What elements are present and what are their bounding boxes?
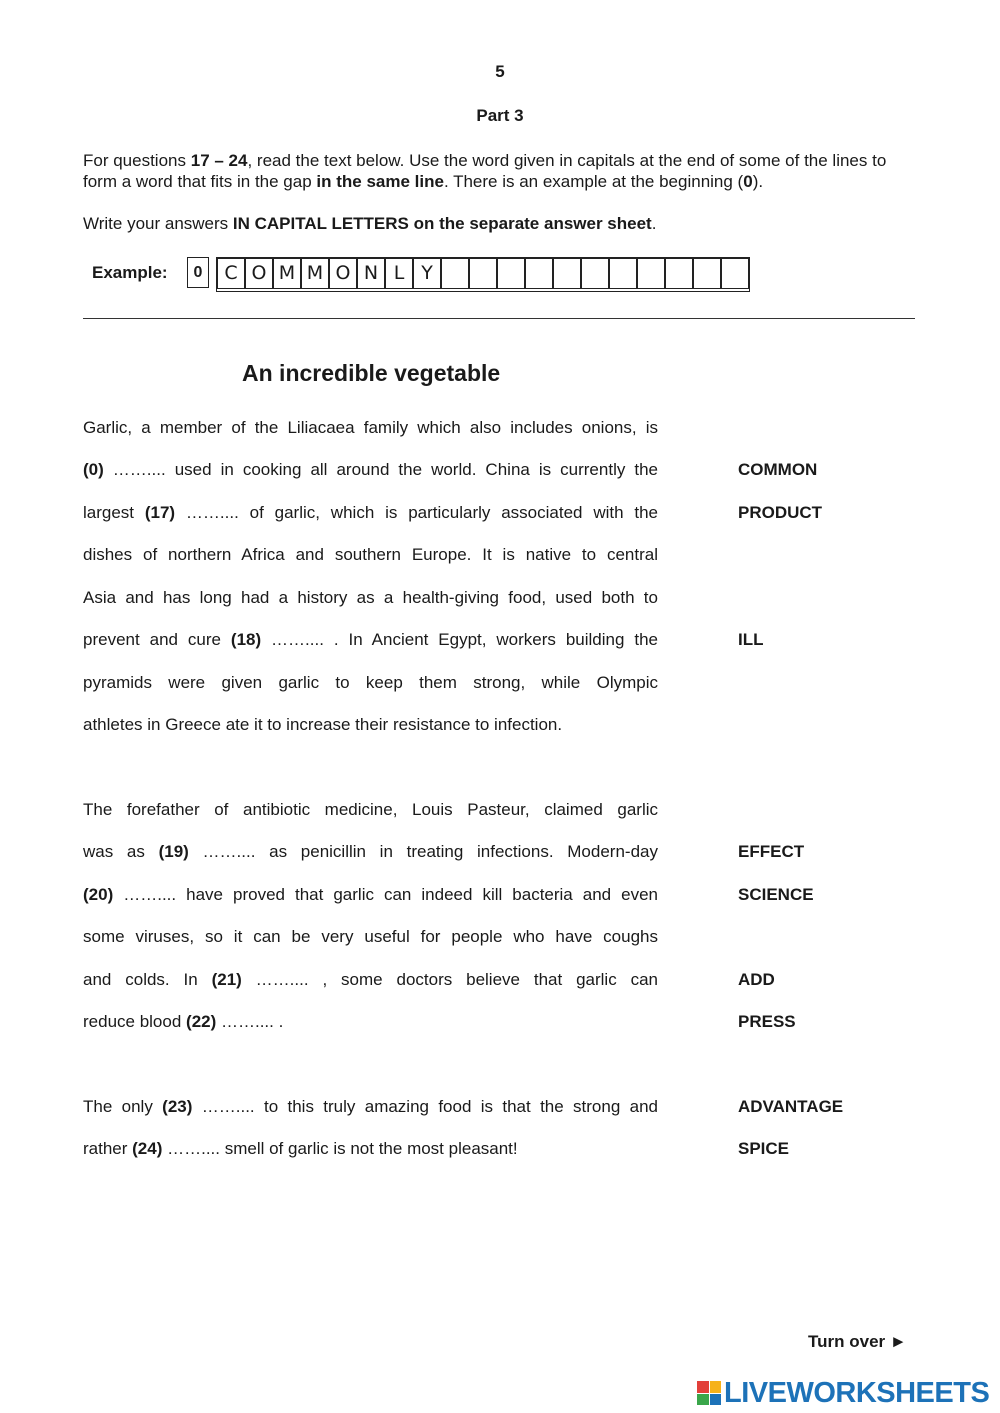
example-letter-box [694, 259, 720, 288]
example-letter-box [638, 259, 664, 288]
keyword-17: PRODUCT [738, 503, 823, 522]
example-letter-box [666, 259, 692, 288]
article-title: An incredible vegetable [242, 360, 501, 386]
keyword-19: EFFECT [738, 842, 805, 861]
keyword-23: ADVANTAGE [738, 1097, 844, 1116]
logo-square [710, 1381, 722, 1393]
logo-square [710, 1394, 722, 1406]
example-letter-box [554, 259, 580, 288]
example-letter-box: C [218, 259, 244, 288]
page-number: 5 [495, 62, 505, 81]
text-line: reduce blood (22) …….... . [83, 1012, 284, 1031]
text-line: (20) …….... have proved that garlic can indeed kill bacteria and even [83, 885, 658, 904]
example-letter-box [498, 259, 524, 288]
text-line: pyramids were given garlic to keep them strong, while Olympic [83, 673, 658, 692]
text-line: Asia and has long had a history as a health-giving food, used both to [83, 588, 658, 607]
text-line: largest (17) …….... of garlic, which is particularly associated with the [83, 503, 659, 522]
logo-text: LIVEWORKSHEETS [724, 1376, 990, 1409]
text-line: (0) …….... used in cooking all around the world. China is currently the [83, 460, 658, 479]
example-letter-box [722, 259, 748, 288]
text-line: dishes of northern Africa and southern Europe. It is native to central [83, 545, 658, 564]
liveworksheets-logo [697, 1378, 989, 1408]
example-letter-box: O [246, 259, 272, 288]
example-letter-box: Y [414, 259, 440, 288]
text-line: and colds. In (21) …….... , some doctors believe that garlic can [83, 970, 658, 989]
example-letter-box: N [358, 259, 384, 288]
turn-over: Turn over ► [808, 1332, 907, 1351]
example-label: Example: [92, 263, 168, 282]
logo-icon [697, 1381, 721, 1405]
text-line: The only (23) …….... to this truly amazing food is that the strong and [83, 1097, 658, 1116]
keyword-22: PRESS [738, 1012, 796, 1031]
keyword-24: SPICE [738, 1139, 790, 1158]
text-line: Garlic, a member of the Liliacaea family which also includes onions, is [83, 418, 658, 437]
example-letter-box [582, 259, 608, 288]
keyword-21: ADD [738, 970, 775, 989]
divider [83, 318, 915, 319]
example-answer-boxes [216, 257, 750, 292]
part-heading: Part 3 [476, 106, 524, 125]
keyword-18: ILL [738, 630, 764, 649]
example-letter-box: M [274, 259, 300, 288]
text-line: rather (24) …….... smell of garlic is not the most pleasant! [83, 1139, 518, 1158]
keyword-0: COMMON [738, 460, 818, 479]
instructions: For questions 17 – 24, read the text below. Use the word given in capitals at the end of some of the lines to form a word that fits in the gap in the same line. There is an example at the beginning (0). [83, 151, 887, 191]
text-line: some viruses, so it can be very useful for people who have coughs [83, 927, 658, 946]
logo-square [697, 1381, 709, 1393]
text-line: The forefather of antibiotic medicine, Louis Pasteur, claimed garlic [83, 800, 658, 819]
example-letter-box [526, 259, 552, 288]
answer-instructions: Write your answers IN CAPITAL LETTERS on the separate answer sheet. [83, 214, 657, 233]
text-line: was as (19) …….... as penicillin in treating infections. Modern-day [83, 842, 658, 861]
text-line: athletes in Greece ate it to increase their resistance to infection. [83, 715, 563, 734]
example-letter-box: L [386, 259, 412, 288]
keyword-20: SCIENCE [738, 885, 814, 904]
example-letter-box [470, 259, 496, 288]
text-line: prevent and cure (18) …….... . In Ancient Egypt, workers building the [83, 630, 658, 649]
logo-square [697, 1394, 709, 1406]
example-number-box: 0 [187, 257, 209, 288]
example-letter-box: M [302, 259, 328, 288]
example-letter-box [610, 259, 636, 288]
example-letter-box [442, 259, 468, 288]
example-letter-box: O [330, 259, 356, 288]
